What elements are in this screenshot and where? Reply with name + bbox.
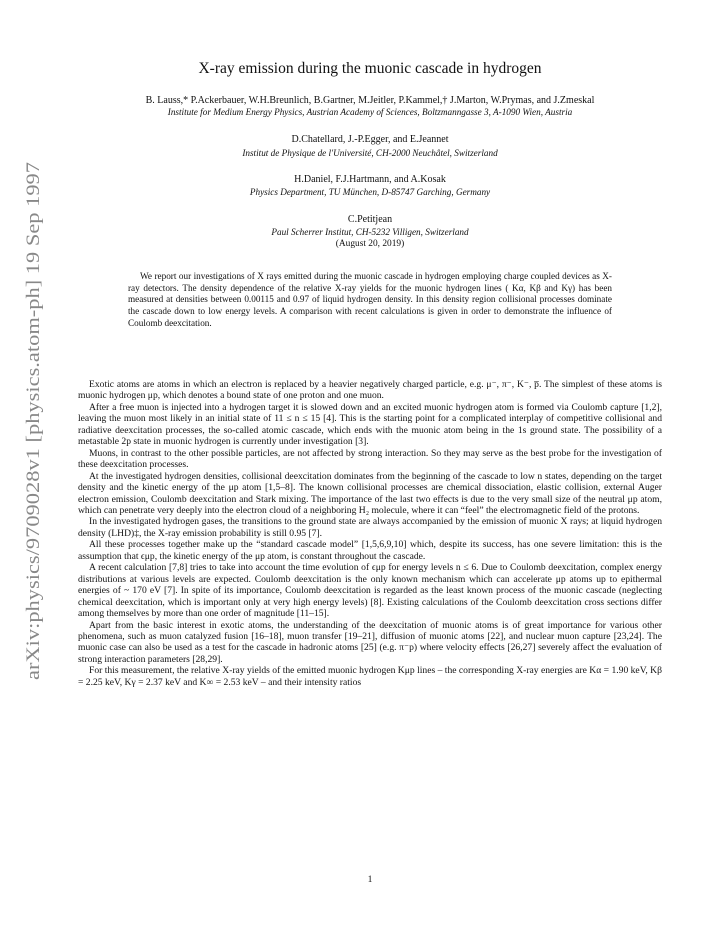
- author-list-3: H.Daniel, F.J.Hartmann, and A.Kosak: [294, 174, 446, 185]
- author-list-4: C.Petitjean: [347, 214, 393, 225]
- author-list-2: D.Chatellard, J.-P.Egger, and E.Jeannet: [291, 134, 449, 145]
- arxiv-identifier-text: arXiv:physics/9709028v1 [physics.atom-ph] 19 Sep 1997: [23, 241, 44, 680]
- affiliation-3: Physics Department, TU München, D-85747 Garching, Germany: [249, 187, 491, 197]
- arxiv-identifier-stamp: [18, 160, 48, 680]
- body-paragraph: After a free muon is injected into a hydrogen target it is slowed down and an excited muonic hydrogen atom is formed via Coulomb capture [1,2], leaving the muon most likely in an initial state of 11 ≤ n ≤ 15 [4]. This is the starting point for a complicated interplay of competitive collisional and radiative deexcitation processes, the so-called atomic cascade, which ends with the muonic atom being in the 1s ground state. The possibility of a metastable 2p state in muonic hydrogen is currently under investigation [3].: [78, 401, 662, 448]
- body-paragraph: Apart from the basic interest in exotic atoms, the understanding of the deexcitation of muonic atoms is of great importance for various other phenomena, such as muon catalyzed fusion [16–18], muon transfer [19–21], diffusion of muonic atoms [22], and nuclear muon capture [23,24]. The muonic case can also be used as a test for the cascade in hadronic atoms [25] (e.g. π⁻p) where velocity effects [26,27] severely affect the evaluation of strong interaction parameters [28,29].: [78, 619, 662, 665]
- affiliation-2: Institut de Physique de l'Université, CH-2000 Neuchâtel, Switzerland: [242, 148, 498, 158]
- body-paragraph: A recent calculation [7,8] tries to take into account the time evolution of ϵμp for energy levels n ≤ 6. Due to Coulomb deexcitation, complex energy distributions at various levels are expected. Coulomb deexcitation is the only known mechanism which can accelerate μp atoms up to epithermal energies of ~ 170 eV [7]. In spite of its importance, Coulomb deexcitation is regarded as the least known process of the muonic cascade (neglecting chemical deexcitation, which is important only at very high energy levels) [8]. Existing calculations of the Coulomb deexcitation cross sections differ among themselves by more than one order of magnitude [11–15].: [78, 562, 662, 620]
- body-text: [78, 379, 662, 688]
- body-paragraph: Muons, in contrast to the other possible particles, are not affected by strong interaction. So they may serve as the best probe for the investigation of these deexcitation processes.: [78, 447, 662, 471]
- body-paragraph: For this measurement, the relative X-ray yields of the emitted muonic hydrogen Kμp lines – the corresponding X-ray energies are Kα = 1.90 keV, Kβ = 2.25 keV, Kγ = 2.37 keV and K∞ = 2.53 keV – and their intensity ratios: [78, 665, 662, 688]
- body-paragraph: At the investigated hydrogen densities, collisional deexcitation dominates from the beginning of the cascade to low n states, depending on the target density and the kinetic energy of the μp atom [1,5–8]. The known collisional processes are chemical dissociation, elastic collision, external Auger electron emission, Coulomb deexcitation and Stark mixing. The importance of the last two effects is due to the very small size of the neutral μp atom, which can penetrate very deeply into the electron cloud of a neighboring H₂ molecule, where it can “feel” the electromagnetic field of the protons.: [78, 470, 662, 516]
- affiliation-1: Institute for Medium Energy Physics, Austrian Academy of Sciences, Boltzmanngasse 3, A-1090 Wien, Austria: [167, 107, 573, 117]
- body-paragraph: Exotic atoms are atoms in which an electron is replaced by a heavier negatively charged particle, e.g. μ⁻, π⁻, K⁻, p̅. The simplest of these atoms is muonic hydrogen μp, which denotes a bound state of one proton and one muon.: [78, 379, 662, 402]
- abstract: We report our investigations of X rays emitted during the muonic cascade in hydrogen employing charge coupled devices as X-ray detectors. The density dependence of the relative X-ray yields for the muonic hydrogen lines ( Kα, Kβ and Kγ) has been measured at densities between 0.00115 and 0.97 of liquid hydrogen density. In this density region collisional processes dominate the cascade down to low energy levels. A comparison with recent calculations is given in order to demonstrate the influence of Coulomb deexcitation.: [128, 271, 612, 328]
- page-number: 1: [367, 874, 373, 885]
- author-list-1: B. Lauss,* P.Ackerbauer, W.H.Breunlich, B.Gartner, M.Jeitler, P.Kammel,† J.Marton, W.Prymas, and J.Zmeskal: [145, 95, 595, 106]
- paper-title: X-ray emission during the muonic cascade in hydrogen: [198, 60, 542, 77]
- affiliation-4: Paul Scherrer Institut, CH-5232 Villigen, Switzerland: [271, 227, 469, 237]
- body-paragraph: All these processes together make up the “standard cascade model” [1,5,6,9,10] which, despite its success, has one severe limitation: this is the assumption that ϵμp, the kinetic energy of the μp atom, is constant throughout the cascade.: [78, 539, 662, 562]
- body-paragraph: In the investigated hydrogen gases, the transitions to the ground state are always accompanied by the emission of muonic X rays; at liquid hydrogen density (LHD)‡, the X-ray emission probability is still 0.95 [7].: [78, 516, 662, 539]
- paper-date: (August 20, 2019): [335, 239, 405, 249]
